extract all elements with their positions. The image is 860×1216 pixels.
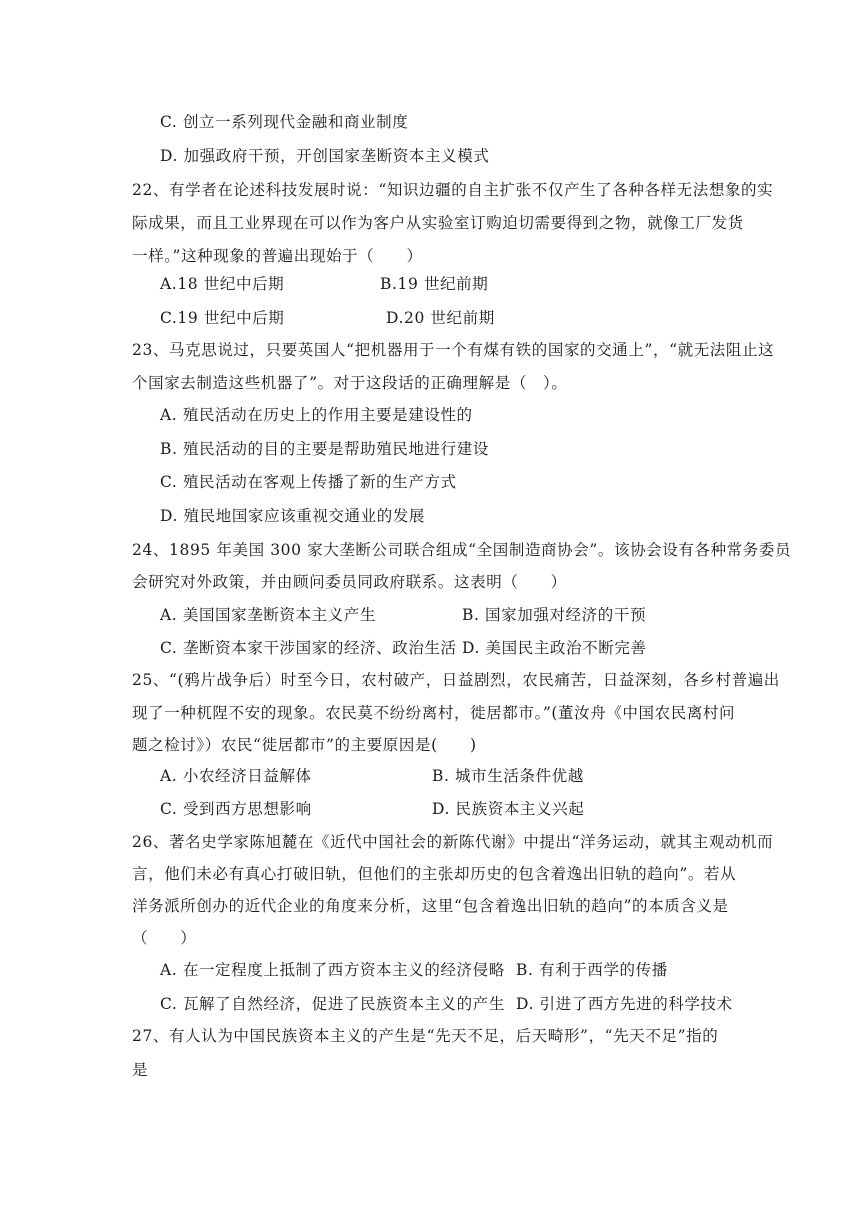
q26-option-d: D. 引进了西方先进的科学技术 (516, 995, 733, 1013)
q22-option-a: A.18 世纪中后期 (160, 275, 285, 293)
q24-option-c: C. 垄断资本家干涉国家的经济、政治生活 (160, 639, 457, 657)
q25-stem-line-3: 题之检讨》）农民“徙居都市”的主要原因是( ) (132, 736, 477, 754)
q22-stem-line-1: 22、有学者在论述科技发展时说：“知识边疆的自主扩张不仅产生了各种各样无法想象的实 (132, 181, 774, 199)
q26-stem-line-4: （ ） (132, 929, 197, 947)
q25-option-d: D. 民族资本主义兴起 (432, 800, 585, 818)
q21-option-c: C. 创立一系列现代金融和商业制度 (160, 113, 409, 131)
q24-option-d: D. 美国民主政治不断完善 (462, 639, 647, 657)
q25-stem-line-2: 现了一种杌陧不安的现象。农民莫不纷纷离村，徙居都市。”(董汝舟《中国农民离村问 (132, 704, 736, 722)
q25-option-a: A. 小农经济日益解体 (160, 767, 312, 785)
q23-option-a: A. 殖民活动在历史上的作用主要是建设性的 (160, 406, 473, 424)
q22-stem-line-3: 一样。”这种现象的普遍出现始于（ ） (132, 247, 423, 265)
q26-option-c: C. 瓦解了自然经济，促进了民族资本主义的产生 (160, 995, 505, 1013)
q26-option-a: A. 在一定程度上抵制了西方资本主义的经济侵略 (160, 961, 505, 979)
q25-option-c: C. 受到西方思想影响 (160, 800, 312, 818)
q26-stem-line-1: 26、著名史学家陈旭麓在《近代中国社会的新陈代谢》中提出“洋务运动，就其主观动机而 (132, 833, 774, 851)
q24-stem-line-2: 会研究对外政策，并由顾问委员同政府联系。这表明（ ） (132, 573, 567, 591)
q23-option-c: C. 殖民活动在客观上传播了新的生产方式 (160, 473, 457, 491)
q23-stem-line-2: 个国家去制造这些机器了”。对于这段话的正确理解是（ ）。 (132, 374, 568, 392)
q23-option-d: D. 殖民地国家应该重视交通业的发展 (160, 507, 426, 525)
q21-option-d: D. 加强政府干预，开创国家垄断资本主义模式 (160, 147, 490, 165)
q26-stem-line-2: 言，他们未必有真心打破旧轨，但他们的主张却历史的包含着逸出旧轨的趋向”。若从 (132, 865, 737, 883)
q22-option-b: B.19 世纪前期 (380, 275, 489, 293)
q26-option-b: B. 有利于西学的传播 (516, 961, 668, 979)
q23-stem-line-1: 23、马克思说过，只要英国人“把机器用于一个有煤有铁的国家的交通上”，“就无法阻止这 (132, 341, 775, 359)
q25-option-b: B. 城市生活条件优越 (432, 767, 584, 785)
q27-stem-line-1: 27、有人认为中国民族资本主义的产生是“先天不足，后天畸形”，“先天不足”指的 (132, 1027, 719, 1045)
q25-stem-line-1: 25、“(鸦片战争后）时至今日，农村破产，日益剧烈，农民痛苦，日益深刻，各乡村普遍出 (132, 671, 780, 689)
q24-stem-line-1: 24、1895 年美国 300 家大垄断公司联合组成“全国制造商协会”。该协会设有各种常务委员 (132, 541, 792, 559)
q26-stem-line-3: 洋务派所创办的近代企业的角度来分析，这里“包含着逸出旧轨的趋向”的本质含义是 (132, 897, 729, 915)
q24-option-a: A. 美国国家垄断资本主义产生 (160, 606, 377, 624)
q22-option-c: C.19 世纪中后期 (160, 309, 285, 327)
q24-option-b: B. 国家加强对经济的干预 (462, 606, 647, 624)
q22-stem-line-2: 际成果，而且工业界现在可以作为客户从实验室订购迫切需要得到之物，就像工厂发货 (132, 214, 744, 232)
q23-option-b: B. 殖民活动的目的主要是帮助殖民地进行建设 (160, 440, 489, 458)
q22-option-d: D.20 世纪前期 (386, 309, 495, 327)
q27-stem-line-2: 是 (132, 1061, 149, 1079)
